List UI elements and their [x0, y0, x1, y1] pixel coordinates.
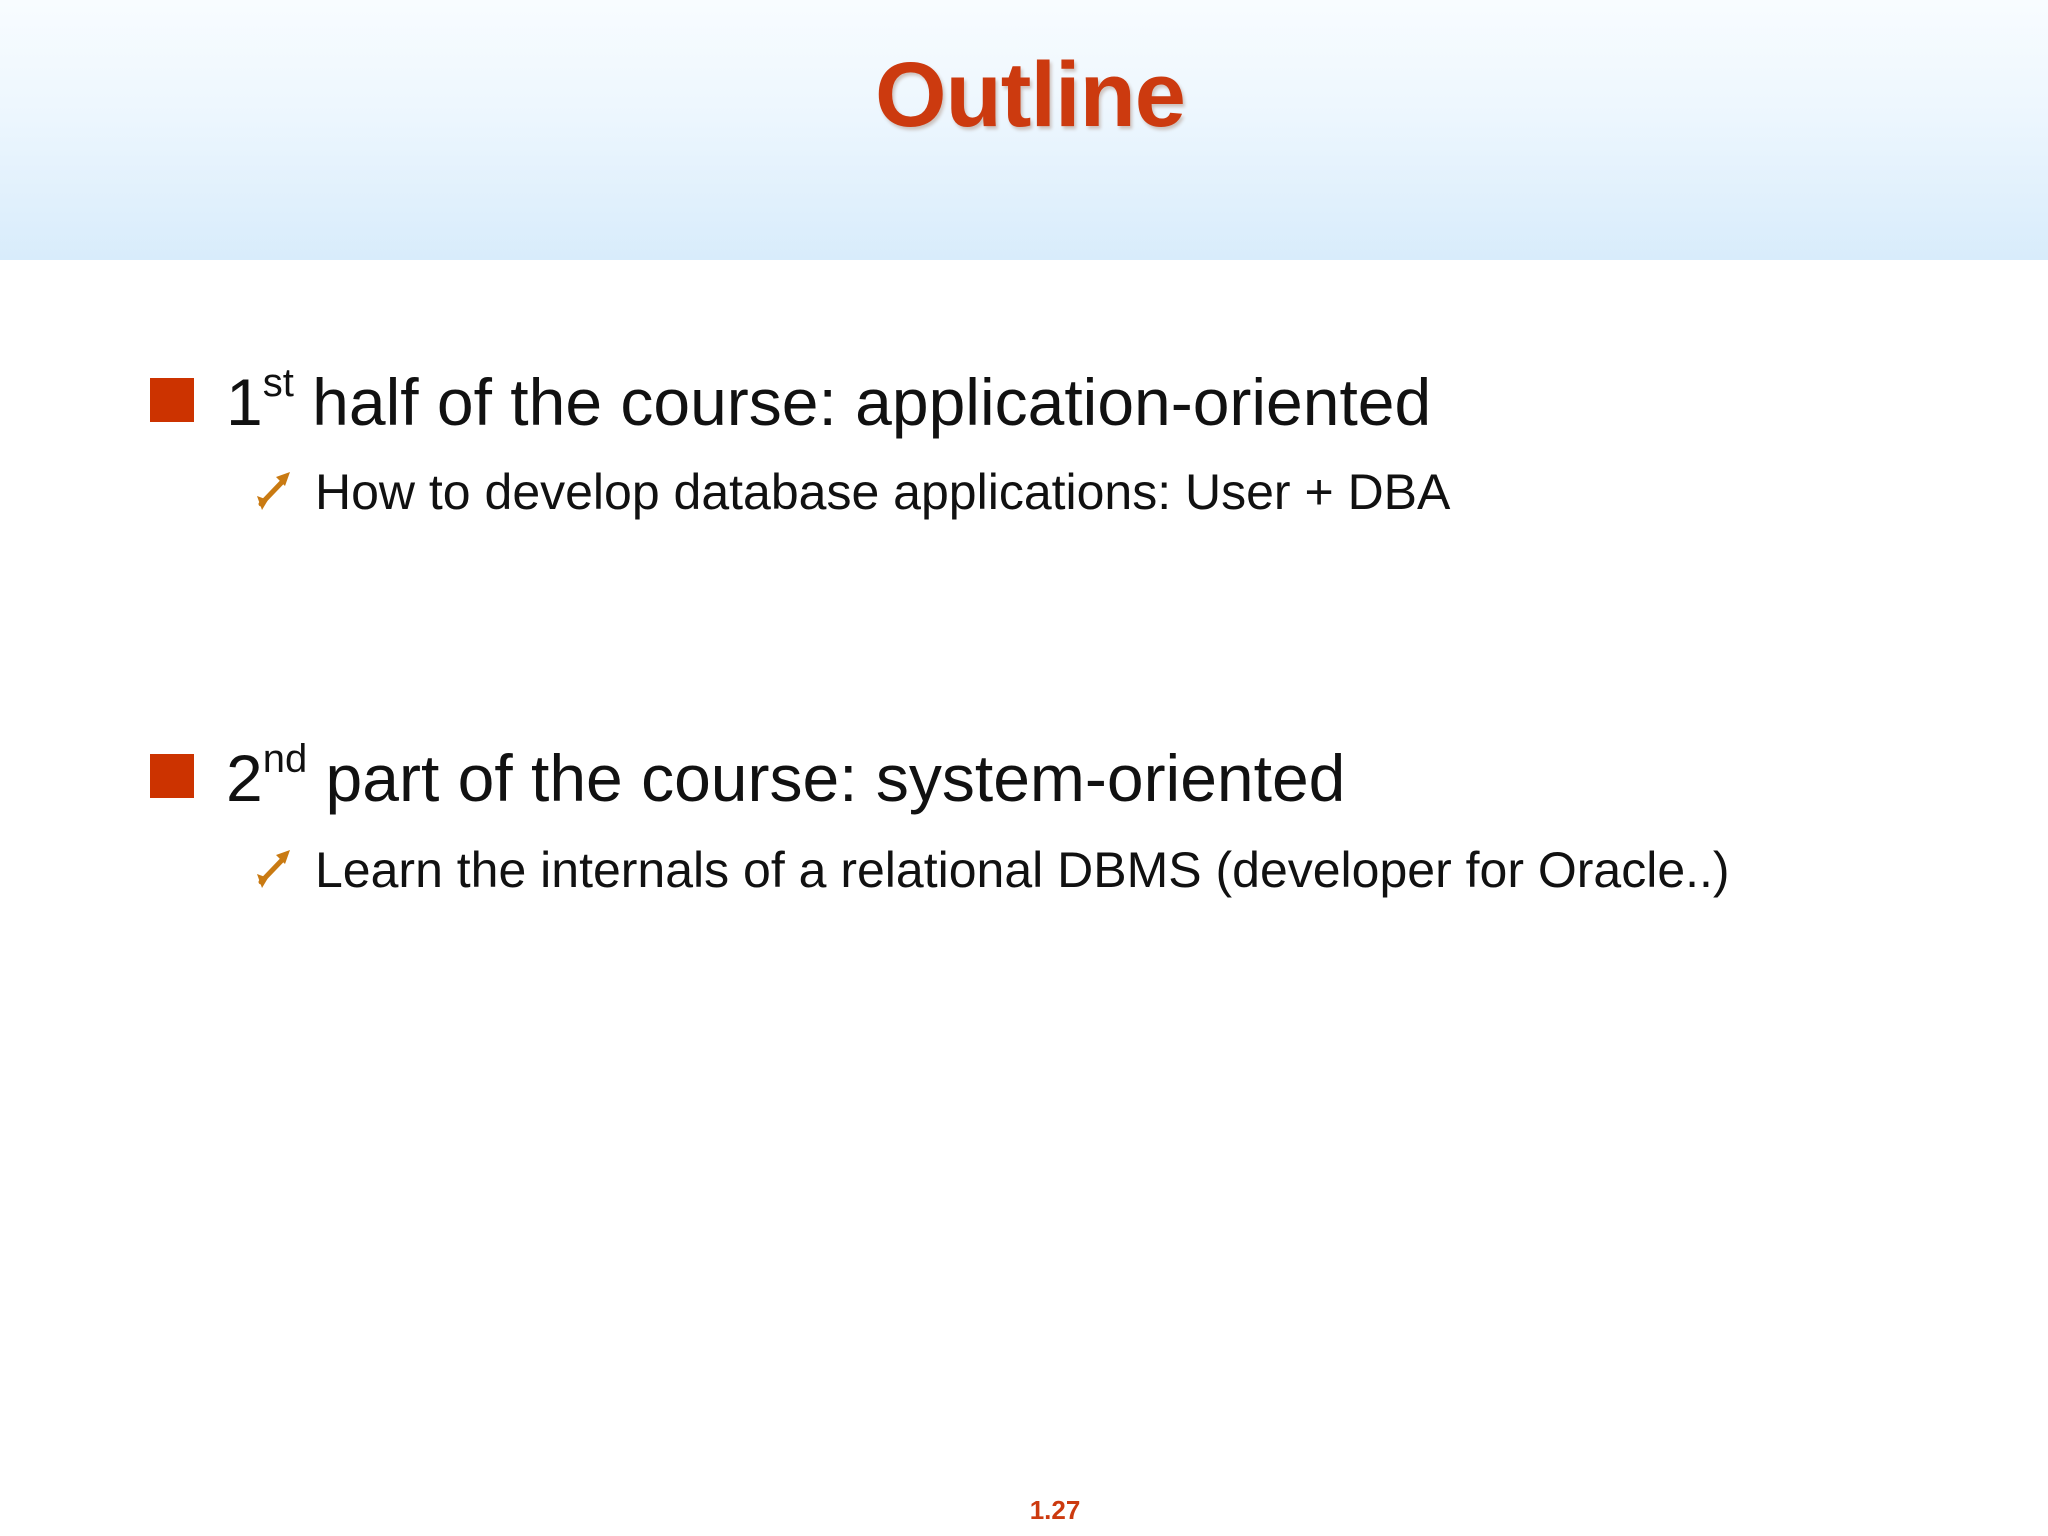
bullet-number-2: 2: [226, 741, 263, 815]
bullet-text-2: [226, 738, 1345, 818]
bullet-main-text-1: half of the course: application-oriented: [293, 365, 1432, 439]
arrow-bullet-icon: [255, 848, 291, 890]
slide-title: Outline: [875, 44, 1185, 146]
page-number: 1.27: [1029, 1495, 1081, 1525]
sub-bullet-text-1: How to develop database applications: User + DBA: [315, 464, 1451, 520]
bullet-superscript-2: nd: [262, 737, 308, 781]
bullet-main-text-2: part of the course: system-oriented: [307, 741, 1346, 815]
sub-bullet-text-2: Learn the internals of a relational DBMS (developer for Oracle..): [315, 842, 1730, 898]
bullet-superscript-1: st: [262, 361, 294, 405]
square-bullet-icon: [150, 754, 194, 798]
arrow-bullet-icon: [255, 470, 291, 512]
bullet-text-1: [226, 362, 1431, 442]
square-bullet-icon: [150, 378, 194, 422]
bullet-number-1: 1: [226, 365, 263, 439]
